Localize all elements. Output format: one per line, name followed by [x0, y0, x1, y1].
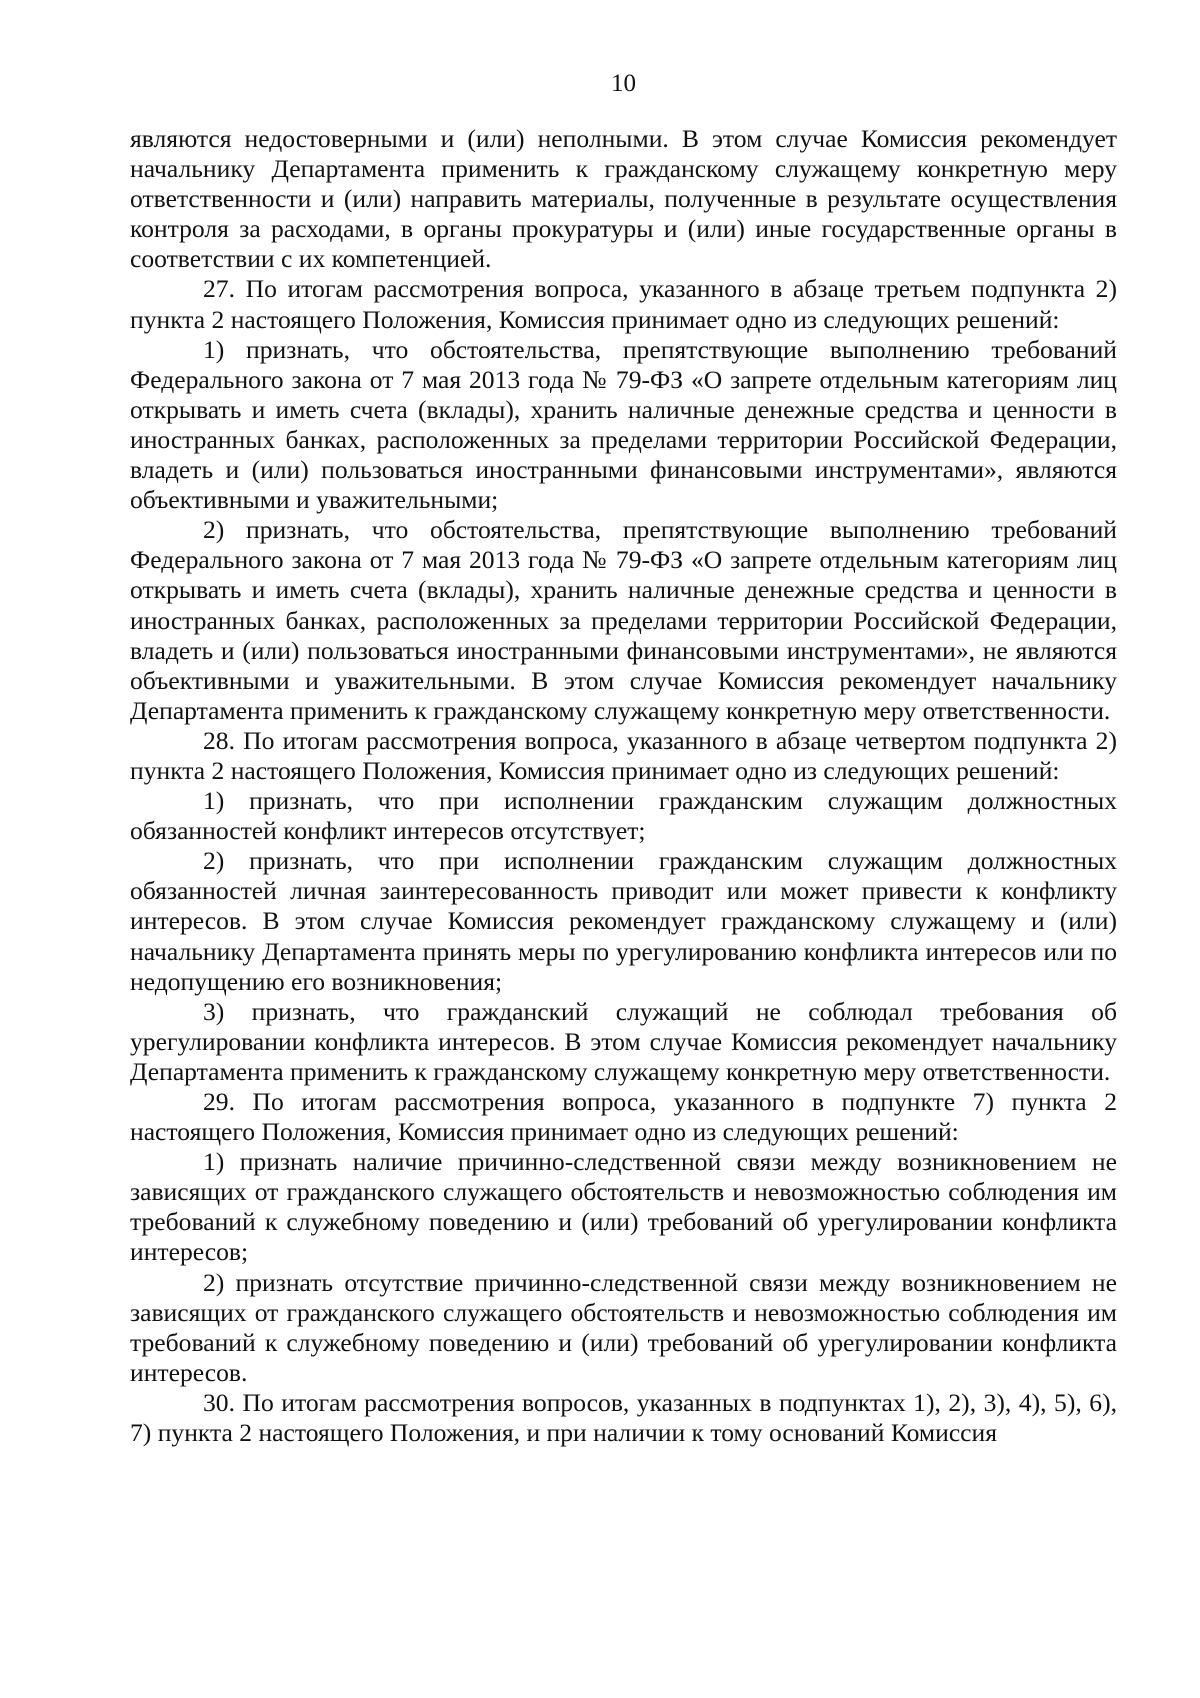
paragraph-28-subitem-1: 1) признать, что при исполнении гражданским служащим должностных обязанностей конфликт интересов отсутствует; [130, 786, 1117, 846]
page-number: 10 [611, 70, 636, 97]
paragraph-27-subitem-1: 1) признать, что обстоятельства, препятствующие выполнению требований Федерального закона от 7 мая 2013 года № 79-ФЗ «О запрете отдельным категориям лиц открывать и иметь счета (вклады), хранить наличные денежные средства и ценности в иностранных банках, расположенных за пределами территории Российской Федерации, владеть и (или) пользоваться иностранными финансовыми инструментами», являются объективными и уважительными; [130, 334, 1117, 515]
document-body [130, 124, 1117, 1448]
paragraph-28-subitem-2: 2) признать, что при исполнении гражданским служащим должностных обязанностей личная заинтересованность приводит или может привести к конфликту интересов. В этом случае Комиссия рекомендует гражданскому служащему и (или) начальнику Департамента принять меры по урегулированию конфликта интересов или по недопущению его возникновения; [130, 846, 1117, 996]
paragraph-27-subitem-2: 2) признать, что обстоятельства, препятствующие выполнению требований Федерального закона от 7 мая 2013 года № 79-ФЗ «О запрете отдельным категориям лиц открывать и иметь счета (вклады), хранить наличные денежные средства и ценности в иностранных банках, расположенных за пределами территории Российской Федерации, владеть и (или) пользоваться иностранными финансовыми инструментами», не являются объективными и уважительными. В этом случае Комиссия рекомендует начальнику Департамента применить к гражданскому служащему конкретную меру ответственности. [130, 515, 1117, 725]
paragraph-29-subitem-2: 2) признать отсутствие причинно-следственной связи между возникновением не зависящих от гражданского служащего обстоятельств и невозможностью соблюдения им требований к служебному поведению и (или) требований об урегулировании конфликта интересов. [130, 1267, 1117, 1387]
paragraph-item-30: 30. По итогам рассмотрения вопросов, указанных в подпунктах 1), 2), 3), 4), 5), 6), 7) пункта 2 настоящего Положения, и при наличии к тому оснований Комиссия [130, 1387, 1117, 1448]
paragraph-item-27: 27. По итогам рассмотрения вопроса, указанного в абзаце третьем подпункта 2) пункта 2 настоящего Положения, Комиссия принимает одно из следующих решений: [130, 274, 1117, 334]
paragraph-continuation: являются недостоверными и (или) неполными. В этом случае Комиссия рекомендует начальнику Департамента применить к гражданскому служащему конкретную меру ответственности и (или) направить материалы, полученные в результате осуществления контроля за расходами, в органы прокуратуры и (или) иные государственные органы в соответствии с их компетенцией. [130, 124, 1117, 274]
paragraph-item-28: 28. По итогам рассмотрения вопроса, указанного в абзаце четвертом подпункта 2) пункта 2 настоящего Положения, Комиссия принимает одно из следующих решений: [130, 725, 1117, 785]
paragraph-29-subitem-1: 1) признать наличие причинно-следственной связи между возникновением не зависящих от гражданского служащего обстоятельств и невозможностью соблюдения им требований к служебному поведению и (или) требований об урегулировании конфликта интересов; [130, 1147, 1117, 1267]
paragraph-28-subitem-3: 3) признать, что гражданский служащий не соблюдал требования об урегулировании конфликта интересов. В этом случае Комиссия рекомендует начальнику Департамента применить к гражданскому служащему конкретную меру ответственности. [130, 996, 1117, 1086]
paragraph-item-29: 29. По итогам рассмотрения вопроса, указанного в подпункте 7) пункта 2 настоящего Положения, Комиссия принимает одно из следующих решений: [130, 1087, 1117, 1147]
